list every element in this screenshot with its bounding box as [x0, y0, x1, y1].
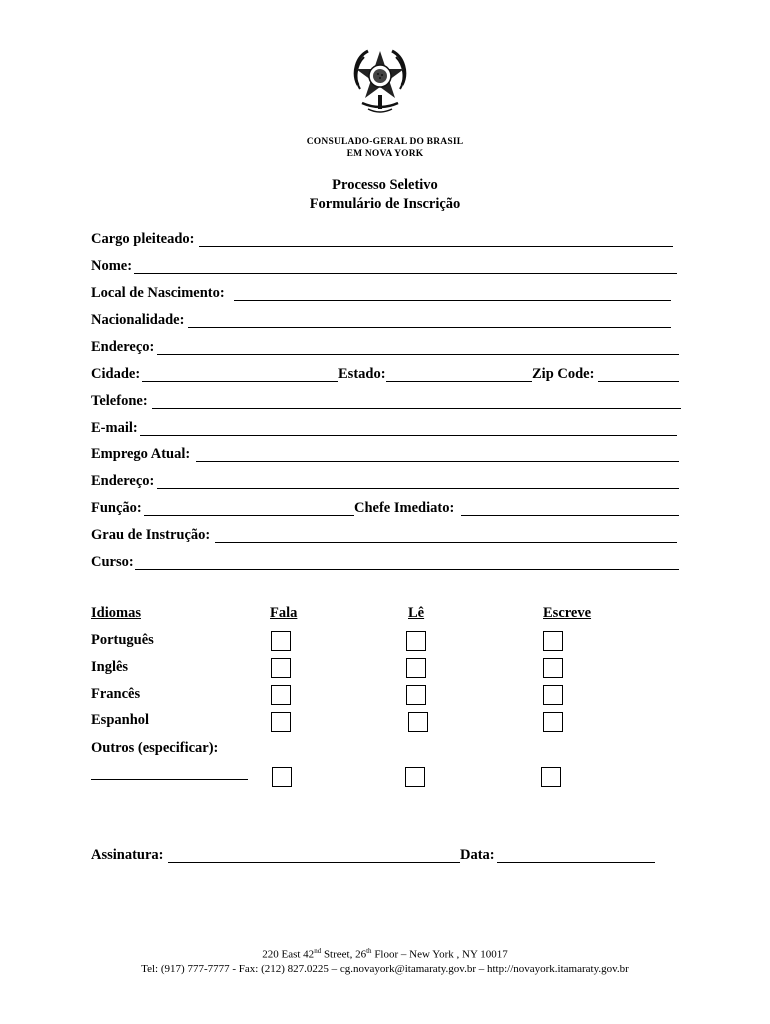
field-curso [91, 554, 681, 574]
endereco-emprego-input[interactable] [157, 488, 679, 489]
outros-input[interactable] [91, 779, 248, 780]
local-nascimento-input[interactable] [234, 300, 671, 301]
field-endereco-emprego [91, 473, 681, 493]
endereco-label: Endereço: [91, 339, 155, 355]
chefe-label: Chefe Imediato: [354, 500, 455, 516]
curso-input[interactable] [135, 569, 679, 570]
ingles-fala-checkbox[interactable] [271, 658, 291, 678]
frances-escreve-checkbox[interactable] [543, 685, 563, 705]
address-part: Street, 26 [321, 948, 367, 961]
estado-input[interactable] [386, 381, 532, 382]
telefone-label: Telefone: [91, 393, 148, 409]
frances-fala-checkbox[interactable] [271, 685, 291, 705]
lang-ingles: Inglês [91, 659, 129, 675]
frances-le-checkbox[interactable] [406, 685, 426, 705]
espanhol-le-checkbox[interactable] [408, 712, 428, 732]
lang-portugues: Português [91, 632, 154, 648]
le-header: Lê [408, 605, 425, 621]
consulate-city: EM NOVA YORK [346, 149, 424, 159]
address-ordinal: nd [314, 947, 322, 955]
data-label: Data: [460, 847, 495, 863]
field-funcao-chefe [91, 500, 681, 520]
idiomas-header: Idiomas [91, 605, 141, 621]
cargo-label: Cargo pleiteado: [91, 231, 195, 247]
field-email [91, 420, 681, 440]
espanhol-escreve-checkbox[interactable] [543, 712, 563, 732]
nacionalidade-label: Nacionalidade: [91, 312, 185, 328]
funcao-input[interactable] [144, 515, 354, 516]
data-input[interactable] [497, 862, 655, 863]
field-cidade-estado-zip [91, 366, 681, 386]
assinatura-input[interactable] [168, 862, 460, 863]
address-ordinal: th [366, 947, 372, 955]
portugues-escreve-checkbox[interactable] [543, 631, 563, 651]
footer-contact: Tel: (917) 777-7777 - Fax: (212) 827.0225 – cg.novayork@itamaraty.gov.br – http://novayork.itamaraty.gov.br [141, 963, 629, 975]
field-nome [91, 258, 681, 278]
curso-label: Curso: [91, 554, 134, 570]
portugues-le-checkbox[interactable] [406, 631, 426, 651]
emprego-atual-label: Emprego Atual: [91, 446, 191, 462]
estado-label: Estado: [338, 366, 386, 382]
endereco-input[interactable] [157, 354, 679, 355]
lang-frances: Francês [91, 686, 141, 702]
lang-outros: Outros (especificar): [91, 740, 219, 756]
field-local-nascimento [91, 285, 681, 305]
zip-input[interactable] [598, 381, 679, 382]
nacionalidade-input[interactable] [188, 327, 671, 328]
field-emprego-atual [91, 446, 681, 466]
outros-fala-checkbox[interactable] [272, 767, 292, 787]
field-telefone [91, 393, 681, 413]
outros-le-checkbox[interactable] [405, 767, 425, 787]
email-label: E-mail: [91, 420, 138, 436]
funcao-label: Função: [91, 500, 142, 516]
telefone-input[interactable] [152, 408, 681, 409]
grau-instrucao-input[interactable] [215, 542, 677, 543]
form-title: Processo Seletivo [332, 177, 438, 193]
local-nascimento-label: Local de Nascimento: [91, 285, 225, 301]
chefe-input[interactable] [461, 515, 679, 516]
consulate-name: CONSULADO-GERAL DO BRASIL [306, 137, 464, 147]
brazil-coat-of-arms-icon [348, 45, 412, 117]
signature-row [91, 847, 657, 867]
zip-label: Zip Code: [532, 366, 595, 382]
ingles-escreve-checkbox[interactable] [543, 658, 563, 678]
address-part: Floor – New York , NY 10017 [371, 948, 508, 961]
address-part: 220 East 42 [262, 948, 315, 961]
lang-espanhol: Espanhol [91, 712, 150, 728]
form-subtitle: Formulário de Inscrição [309, 196, 461, 212]
fala-header: Fala [270, 605, 298, 621]
field-cargo [91, 231, 681, 251]
cidade-input[interactable] [142, 381, 338, 382]
outros-escreve-checkbox[interactable] [541, 767, 561, 787]
assinatura-label: Assinatura: [91, 847, 164, 863]
field-nacionalidade [91, 312, 681, 332]
nome-input[interactable] [134, 273, 677, 274]
field-grau-instrucao [91, 527, 681, 547]
portugues-fala-checkbox[interactable] [271, 631, 291, 651]
field-endereco [91, 339, 681, 359]
escreve-header: Escreve [543, 605, 592, 621]
espanhol-fala-checkbox[interactable] [271, 712, 291, 732]
endereco-emprego-label: Endereço: [91, 473, 155, 489]
cargo-input[interactable] [199, 246, 673, 247]
footer-address [0, 947, 770, 961]
cidade-label: Cidade: [91, 366, 141, 382]
ingles-le-checkbox[interactable] [406, 658, 426, 678]
emprego-atual-input[interactable] [196, 461, 679, 462]
grau-instrucao-label: Grau de Instrução: [91, 527, 211, 543]
email-input[interactable] [140, 435, 677, 436]
nome-label: Nome: [91, 258, 133, 274]
